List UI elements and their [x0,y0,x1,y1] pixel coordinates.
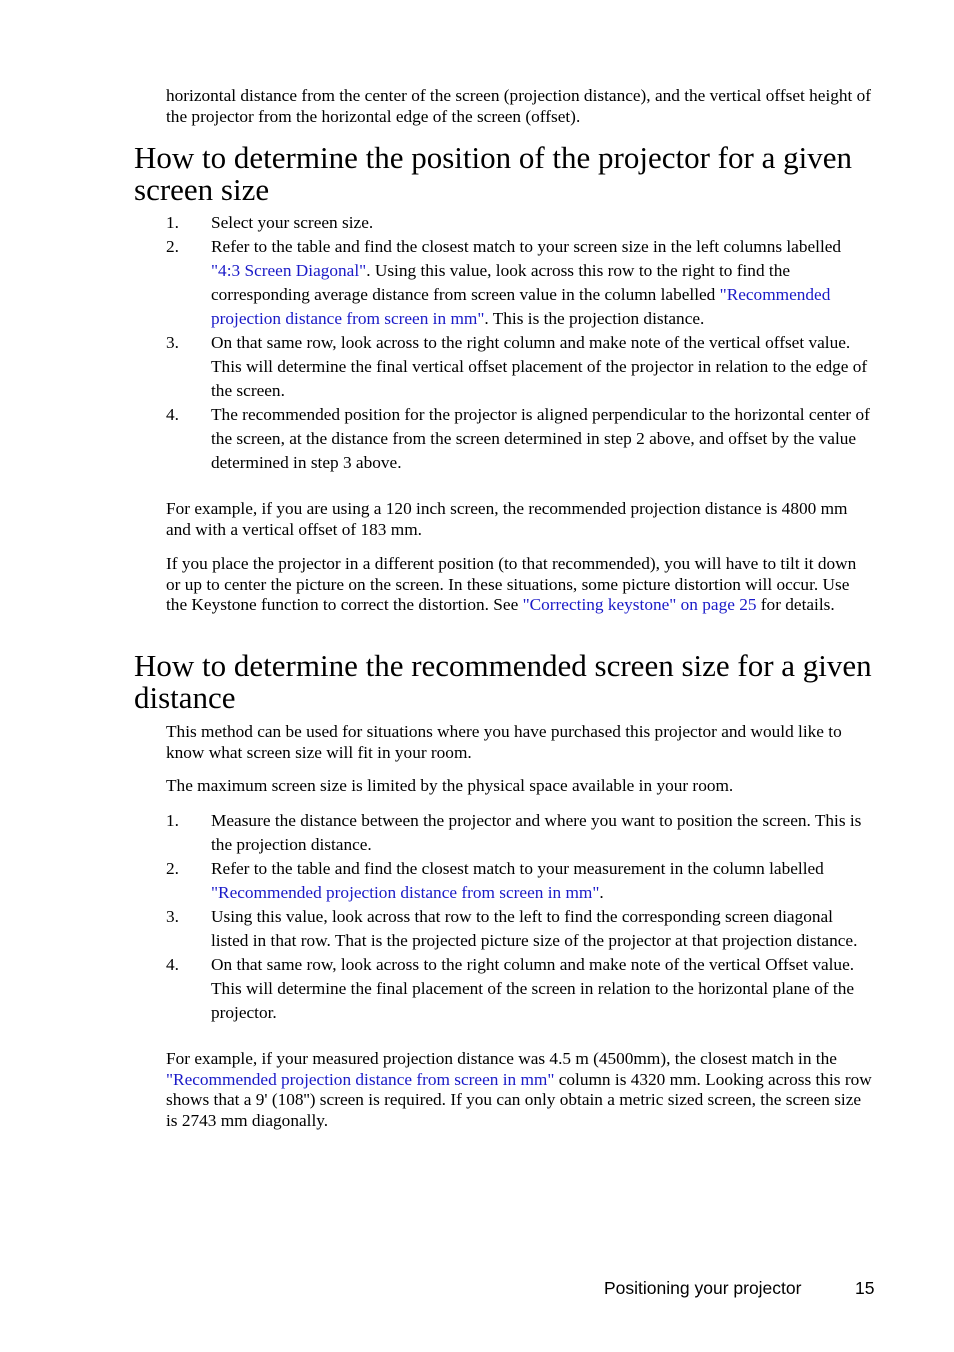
step-number: 4. [166,955,179,974]
step-number: 4. [166,405,179,424]
list-item: 1. Measure the distance between the projector and where you want to position the screen. This is the projection distance. [166,811,862,854]
list-item: 2. Refer to the table and find the closest match to your measurement in the column labelled "Recommended projection distance from screen in mm". [166,859,824,902]
list-item: 3. On that same row, look across to the right column and make note of the vertical offset value. This will determine the final vertical offset placement of the projector in relation to the edge of the screen. [166,333,868,400]
step-number: 3. [166,907,179,926]
distance-example-paragraph: For example, if your measured projection distance was 4.5 m (4500mm), the closest match in the "Recommended projection distance from screen in mm" column is 4320 mm. Looking across this row shows that a 9' (108'') screen is required. If you can only obtain a metric sized screen, the screen size is 2743 mm diagonally. [166,1049,872,1130]
correcting-keystone-link[interactable]: "Correcting keystone" on page 25 [522,595,757,614]
step-number: 3. [166,333,179,352]
list-item: 1. Select your screen size. [166,211,872,235]
step-number: 2. [166,859,179,878]
position-steps-list [166,211,872,475]
method-paragraph: This method can be used for situations where you have purchased this projector and would like to know what screen size will fit in your room. [166,722,842,762]
max-size-paragraph: The maximum screen size is limited by the physical space available in your room. [166,776,734,795]
list-item: 4. The recommended position for the projector is aligned perpendicular to the horizontal center of the screen, at the distance from the screen determined in step 2 above, and offset by the value determined in step 3 above. [166,405,870,472]
list-item: 2. Refer to the table and find the closest match to your screen size in the left columns labelled "4:3 Screen Diagonal". Using this value, look across this row to the right to find the corresponding average distance from screen value in the column labelled "Recommended projection distance from screen in mm". This is the projection distance. [166,237,842,328]
page-number: 15 [855,1278,875,1298]
projection-distance-link[interactable]: "Recommended projection distance from screen in mm" [211,285,831,328]
projection-distance-link[interactable]: "Recommended projection distance from screen in mm" [166,1069,555,1089]
screen-diagonal-link[interactable]: "4:3 Screen Diagonal" [211,261,367,280]
step-number: 1. [166,213,179,232]
section-heading-screen-size: How to determine the recommended screen size for a given distance [134,648,872,715]
list-item: 3. Using this value, look across that row to the left to find the corresponding screen diagonal listed in that row. That is the projected picture size of the projector at that projection distance. [166,907,858,950]
step-number: 2. [166,237,179,256]
example-paragraph: For example, if you are using a 120 inch screen, the recommended projection distance is 4800 mm and with a vertical offset of 183 mm. [166,499,848,539]
screen-size-steps-list [166,809,872,1025]
section-heading-projector-position: How to determine the position of the projector for a given screen size [134,140,852,207]
step-number: 1. [166,811,179,830]
keystone-note-paragraph: If you place the projector in a different position (to that recommended), you will have to tilt it down or up to center the picture on the screen. In these situations, some picture distortion will occur. Use the Keystone function to correct the distortion. See "Correcting keystone" on page 25 for details. [166,554,857,614]
list-item: 4. On that same row, look across to the right column and make note of the vertical Offset value. This will determine the final placement of the screen in relation to the horizontal plane of the projector. [166,955,855,1022]
intro-paragraph: horizontal distance from the center of the screen (projection distance), and the vertical offset height of the projector from the horizontal edge of the screen (offset). [166,86,872,126]
projection-distance-link[interactable]: "Recommended projection distance from screen in mm" [211,883,600,902]
footer-section-title: Positioning your projector [604,1278,802,1298]
